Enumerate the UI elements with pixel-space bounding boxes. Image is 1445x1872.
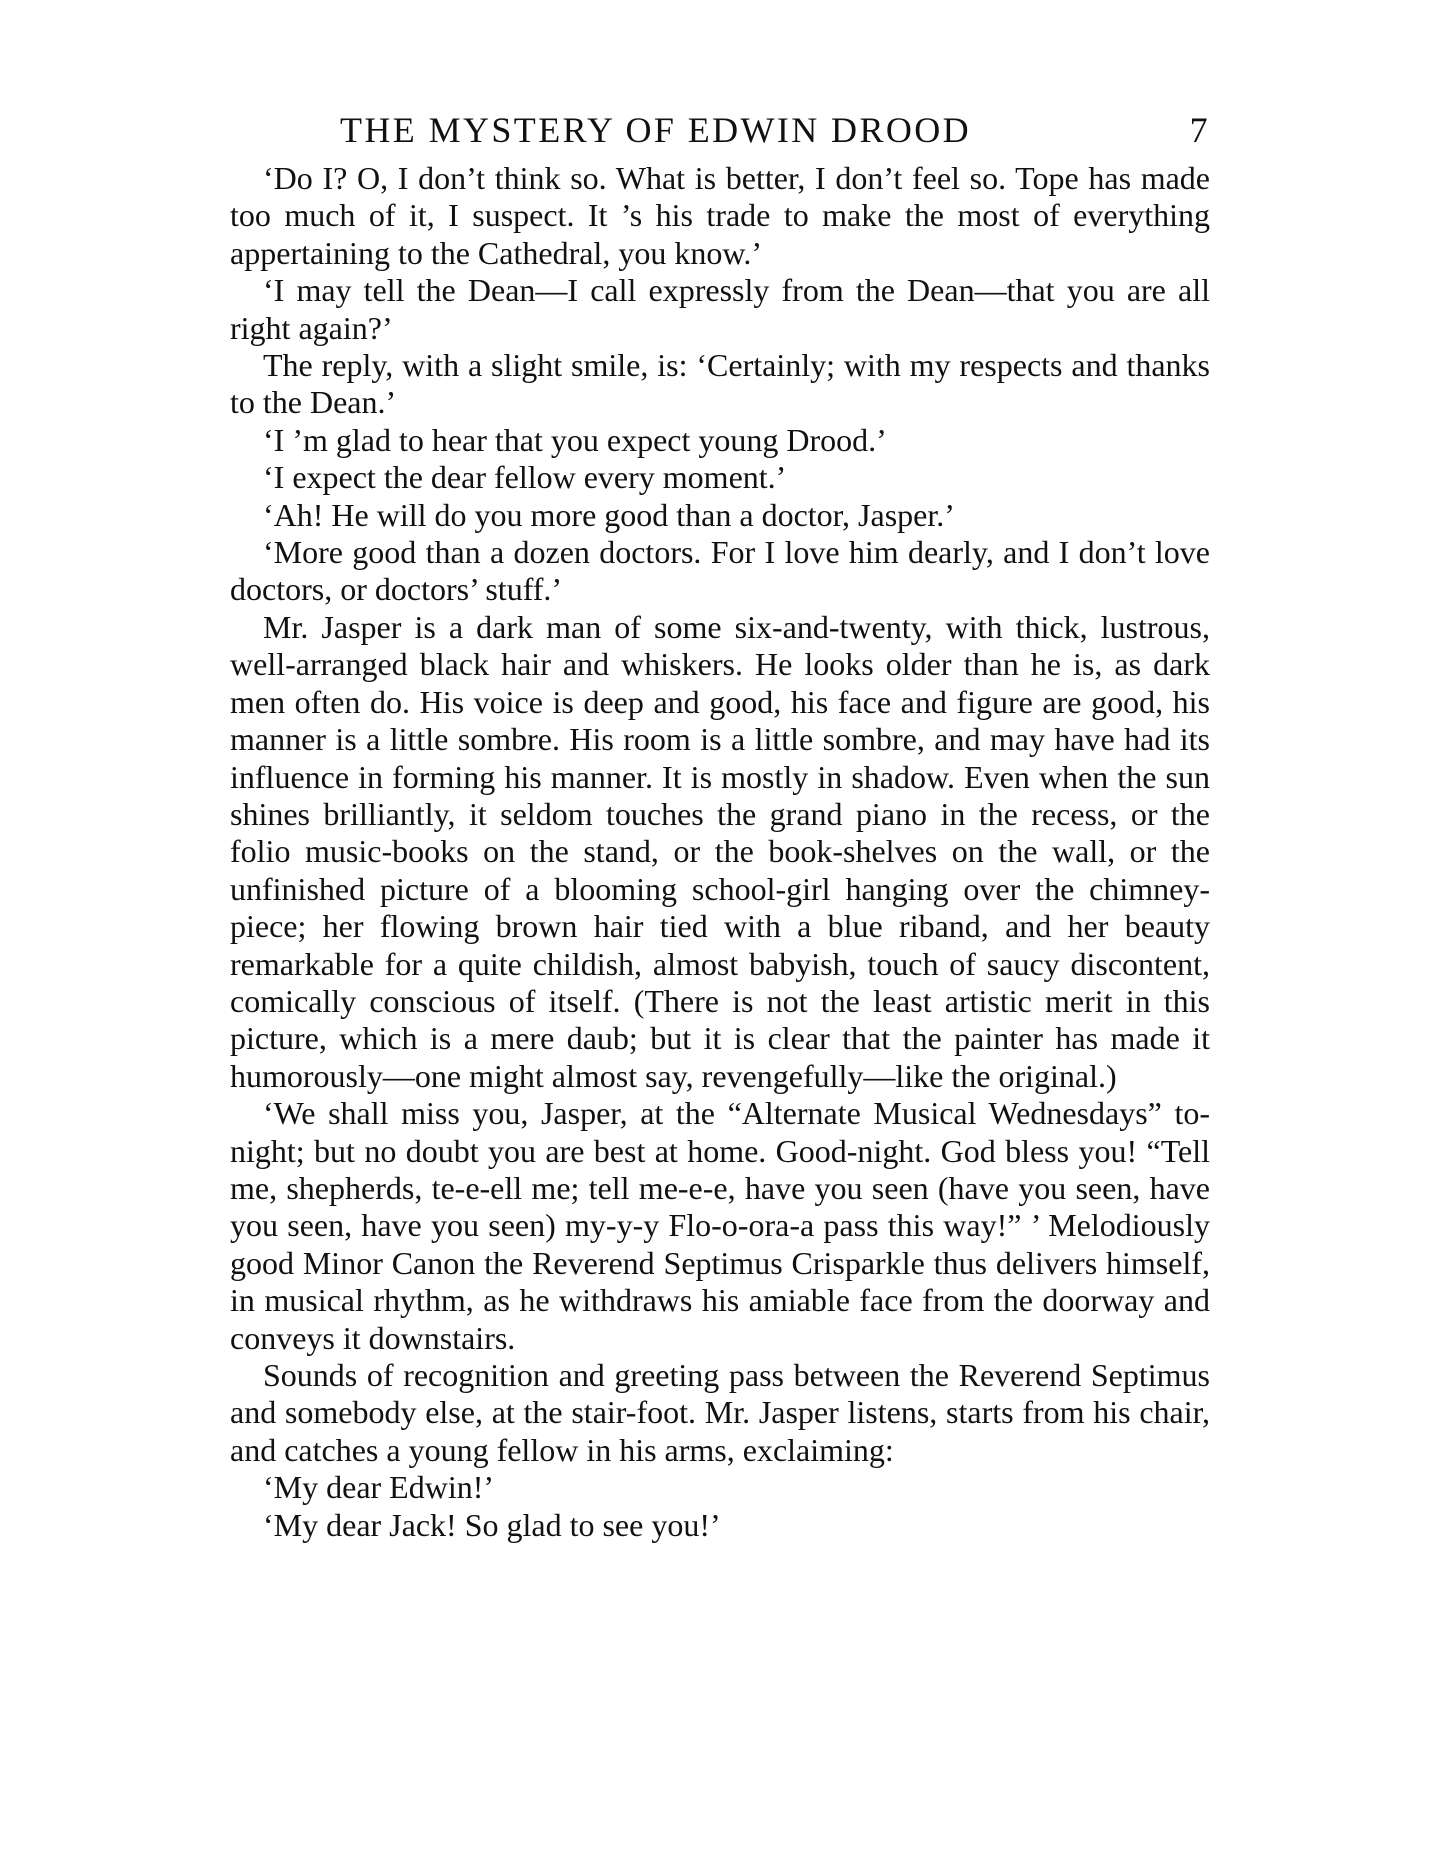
paragraph: ‘I expect the dear fellow every moment.’ <box>263 459 787 496</box>
paragraph: The reply, with a slight smile, is: ‘Certainly; with my respects and thanks to the Dean.’ <box>230 347 1210 421</box>
paragraph: ‘Do I? O, I don’t think so. What is better, I don’t feel so. Tope has made too much of it, I suspect. It ’s his trade to make the most of everything appertaining to the Cathedral, you know.’ <box>230 160 1210 271</box>
running-head <box>230 100 1210 160</box>
paragraph: ‘My dear Jack! So glad to see you!’ <box>263 1506 721 1543</box>
paragraph: ‘Ah! He will do you more good than a doctor, Jasper.’ <box>263 496 955 533</box>
running-title: THE MYSTERY OF EDWIN DROOD <box>340 110 972 150</box>
book-page <box>230 100 1210 1544</box>
paragraph: Mr. Jasper is a dark man of some six-and-twenty, with thick, lustrous, well-arranged black hair and whiskers. He looks older than he is, as dark men often do. His voice is deep and good, his face and figure are good, his manner is a little sombre. His room is a little sombre, and may have had its influence in forming his manner. It is mostly in shadow. Even when the sun shines brilliantly, it seldom touches the grand piano in the recess, or the folio music-books on the stand, or the book-shelves on the wall, or the unfinished picture of a blooming school-girl hanging over the chimney-piece; her flowing brown hair tied with a blue riband, and her beauty remarkable for a quite childish, almost babyish, touch of saucy discontent, comically conscious of itself. (There is not the least artistic merit in this picture, which is a mere daub; but it is clear that the painter has made it humorously—one might almost say, revengefully—like the original.) <box>230 608 1210 1094</box>
paragraph: ‘I may tell the Dean—I call expressly from the Dean—that you are all right again?’ <box>230 272 1210 346</box>
paragraph: ‘I ’m glad to hear that you expect young Drood.’ <box>263 421 887 458</box>
paragraph: ‘My dear Edwin!’ <box>263 1469 495 1506</box>
body-text <box>230 160 1210 1544</box>
paragraph: Sounds of recognition and greeting pass between the Reverend Septimus and somebody else, at the stair-foot. Mr. Jasper listens, starts from his chair, and catches a young fellow in his arms, exclaiming: <box>230 1357 1210 1468</box>
page-number: 7 <box>1189 110 1210 150</box>
paragraph: ‘More good than a dozen doctors. For I love him dearly, and I don’t love doctors, or doctors’ stuff.’ <box>230 534 1210 608</box>
paragraph: ‘We shall miss you, Jasper, at the “Alternate Musical Wednesdays” to-night; but no doubt you are best at home. Good-night. God bless you! “Tell me, shepherds, te-e-ell me; tell me-e-e, have you seen (have you seen, have you seen, have you seen) my-y-y Flo-o-ora-a pass this way!” ’ Melodiously good Minor Canon the Reverend Septimus Crisparkle thus delivers himself, in musical rhythm, as he withdraws his amiable face from the doorway and conveys it downstairs. <box>230 1095 1210 1356</box>
